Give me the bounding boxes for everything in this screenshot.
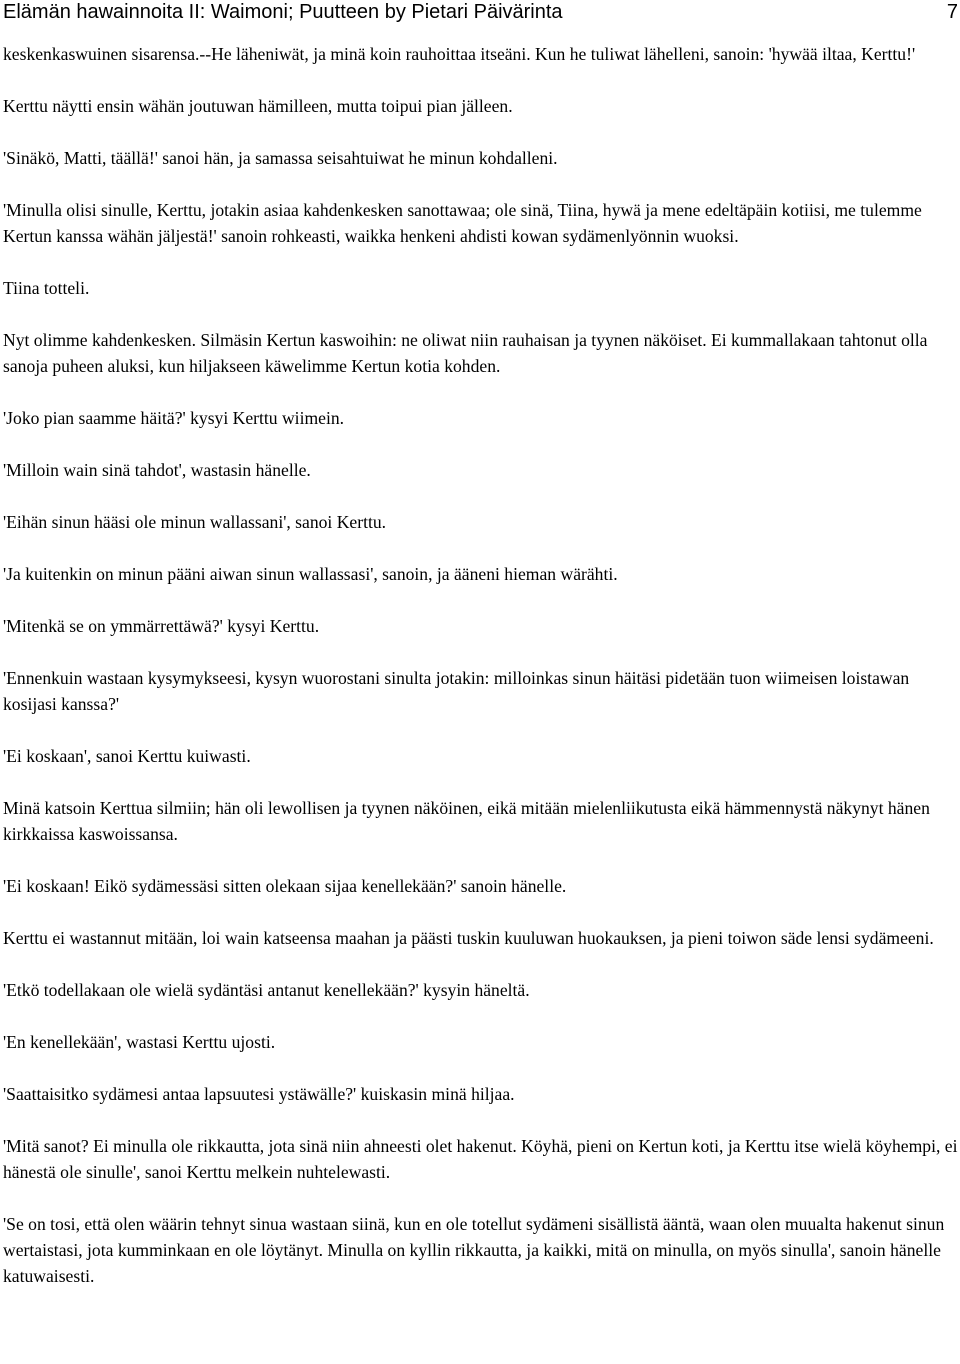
paragraph: 'Ennenkuin wastaan kysymykseesi, kysyn wuorostani sinulta jotakin: milloinkas sinun häitäsi pidetään tuon wiimeisen loistawan kosijasi kanssa?'	[3, 668, 910, 714]
paragraph: 'Milloin wain sinä tahdot', wastasin hänelle.	[3, 460, 311, 480]
paragraph: 'Mitenkä se on ymmärrettäwä?' kysyi Kerttu.	[3, 616, 320, 636]
paragraph: 'Joko pian saamme häitä?' kysyi Kerttu wiimein.	[3, 408, 345, 428]
paragraph: keskenkaswuinen sisarensa.--He läheniwät, ja minä koin rauhoittaa itseäni. Kun he tuliwat lähelleni, sanoin: 'hywää iltaa, Kerttu!'	[3, 44, 916, 64]
paragraph: 'Ei koskaan', sanoi Kerttu kuiwasti.	[3, 746, 251, 766]
paragraph: 'Se on tosi, että olen wäärin tehnyt sinua wastaan siinä, kun en ole totellut sydämeni sisällistä ääntä, waan olen muualta hakenut sinun wertaistasi, jota kumminkaan en ole löytänyt. Minulla on kyllin rikkautta, ja kaikki, mitä on minulla, on myös sinulla', sanoin hänelle katuwaisesti.	[3, 1214, 945, 1286]
paragraph: 'Eihän sinun hääsi ole minun wallassani', sanoi Kerttu.	[3, 512, 387, 532]
paragraph: Tiina totteli.	[3, 278, 90, 298]
page-header-title: Elämän hawainnoita II: Waimoni; Puutteen by Pietari Päivärinta	[3, 1, 563, 23]
paragraph: Kerttu näytti ensin wähän joutuwan hämilleen, mutta toipui pian jälleen.	[3, 96, 513, 116]
paragraph: 'Sinäkö, Matti, täällä!' sanoi hän, ja samassa seisahtuiwat he minun kohdalleni.	[3, 148, 558, 168]
paragraph: 'Minulla olisi sinulle, Kerttu, jotakin asiaa kahdenkesken sanottawaa; ole sinä, Tiina, hywä ja mene edeltäpäin kotiisi, me tulemme Kertun kanssa wähän jäljestä!' sanoin rohkeasti, waikka henkeni ahdisti kowan sydämenlyönnin wuoksi.	[3, 200, 922, 246]
paragraph: Kerttu ei wastannut mitään, loi wain katseensa maahan ja päästi tuskin kuuluwan huokauksen, ja pieni toiwon säde lensi sydämeeni.	[3, 928, 934, 948]
paragraph: Nyt olimme kahdenkesken. Silmäsin Kertun kaswoihin: ne oliwat niin rauhaisan ja tyynen näköiset. Ei kummallakaan tahtonut olla sanoja puheen aluksi, kun hiljakseen käwelimme Kertun kotia kohden.	[3, 330, 928, 376]
page-header	[3, 0, 958, 24]
paragraph: 'Ja kuitenkin on minun pääni aiwan sinun wallassasi', sanoin, ja ääneni hieman wärähti.	[3, 564, 618, 584]
paragraph: 'Mitä sanot? Ei minulla ole rikkautta, jota sinä niin ahneesti olet hakenut. Köyhä, pieni on Kertun koti, ja Kerttu itse wielä köyhempi, ei hänestä ole sinulle', sanoi Kerttu melkein nuhtelewasti.	[3, 1136, 958, 1182]
paragraph: 'Etkö todellakaan ole wielä sydäntäsi antanut kenellekään?' kysyin häneltä.	[3, 980, 530, 1000]
paragraph: 'Ei koskaan! Eikö sydämessäsi sitten olekaan sijaa kenellekään?' sanoin hänelle.	[3, 876, 567, 896]
document-body	[3, 41, 960, 1315]
paragraph: Minä katsoin Kerttua silmiin; hän oli lewollisen ja tyynen näköinen, eikä mitään mielenliikutusta eikä hämmennystä näkynyt hänen kirkkaissa kaswoissansa.	[3, 798, 930, 844]
page-number: 7	[946, 1, 958, 23]
paragraph: 'En kenellekään', wastasi Kerttu ujosti.	[3, 1032, 276, 1052]
paragraph: 'Saattaisitko sydämesi antaa lapsuutesi ystäwälle?' kuiskasin minä hiljaa.	[3, 1084, 515, 1104]
